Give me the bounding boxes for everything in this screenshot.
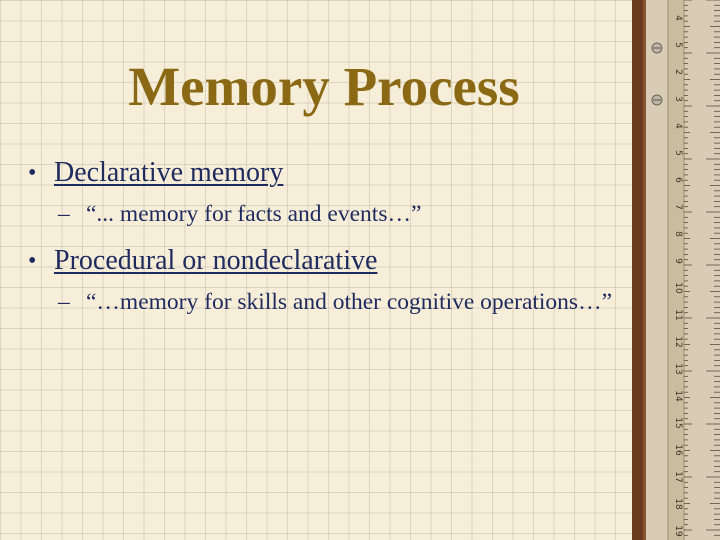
sub-bullet-text: “…memory for skills and other cognitive operations…” xyxy=(86,289,613,315)
ruler-label: 18 xyxy=(673,498,683,510)
ruler-decoration xyxy=(632,0,720,540)
ruler-label: 15 xyxy=(673,417,683,429)
bullet-text-declarative: Declarative memory xyxy=(54,157,284,188)
slide-title: Memory Process xyxy=(128,56,520,117)
bullet-item xyxy=(28,244,628,278)
ruler-label: 5 xyxy=(673,42,683,48)
bullet-item xyxy=(28,156,628,190)
slide-body xyxy=(28,156,628,318)
bullet-text-procedural: Procedural or nondeclarative xyxy=(54,245,378,276)
sub-bullet-marker: – xyxy=(58,289,70,315)
ruler-label: 3 xyxy=(673,96,683,102)
ruler-label: 9 xyxy=(673,258,683,264)
screw-icon xyxy=(652,95,662,105)
ruler-label: 19 xyxy=(673,525,683,537)
ruler-label: 6 xyxy=(673,177,683,183)
bullet-marker: • xyxy=(28,160,37,186)
sub-bullet-item xyxy=(28,199,628,230)
ruler-label: 12 xyxy=(673,336,683,348)
ruler-label: 5 xyxy=(673,150,683,156)
sub-bullet-text: “... memory for facts and events…” xyxy=(86,201,422,227)
ruler-label: 13 xyxy=(673,363,683,375)
ruler-label: 16 xyxy=(673,444,683,456)
ruler-inner-strip xyxy=(668,0,684,540)
bullet-marker: • xyxy=(28,248,37,274)
ruler-label: 7 xyxy=(673,204,683,210)
ruler-dark-edge-highlight xyxy=(643,0,646,540)
ruler-label: 11 xyxy=(673,309,683,321)
ruler-label: 4 xyxy=(673,123,683,129)
ruler-label: 2 xyxy=(673,69,683,75)
ruler-label: 10 xyxy=(673,282,683,294)
ruler-label: 8 xyxy=(673,231,683,237)
ruler-label: 4 xyxy=(673,15,683,21)
screw-icon xyxy=(652,43,662,53)
sub-bullet-marker: – xyxy=(58,201,70,227)
ruler-label: 17 xyxy=(673,471,683,483)
ruler-label: 14 xyxy=(673,390,683,402)
sub-bullet-item xyxy=(28,287,628,318)
